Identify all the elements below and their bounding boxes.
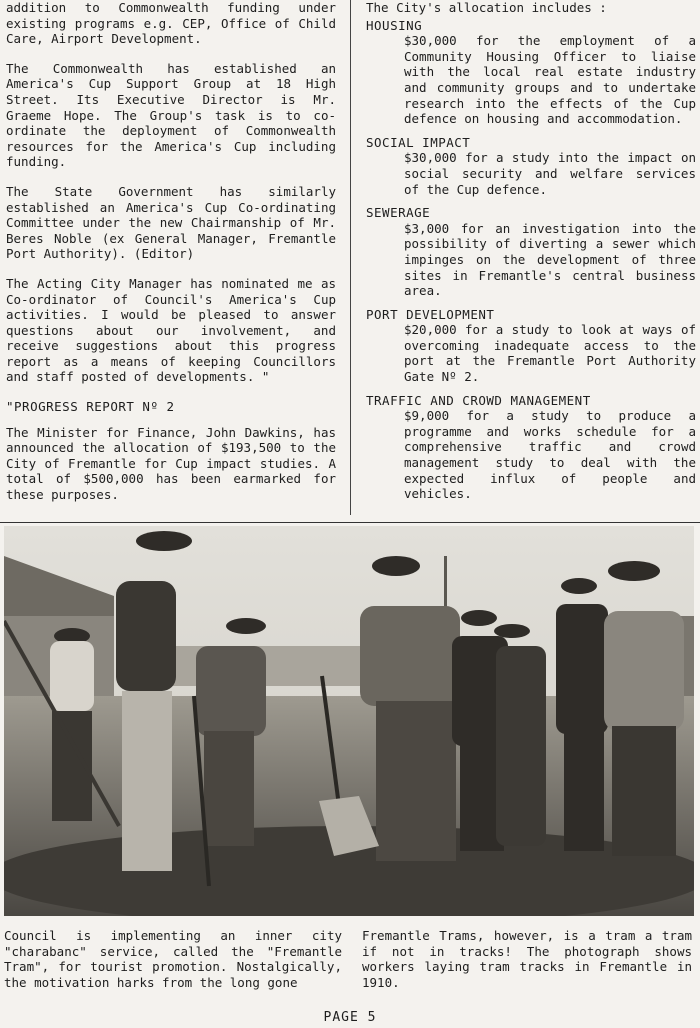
paragraph-minister: The Minister for Finance, John Dawkins, has announced the allocation of $193,500 to the City of Fremantle for Cup impact studies. A total of $500,000 has been earmarked for these purposes. xyxy=(6,424,336,503)
section-heading-port-development: PORT DEVELOPMENT xyxy=(366,306,495,322)
paragraph-city-manager: The Acting City Manager has nominated me as Co-ordinator of Council's America's Cup activities. I would be pleased to answer questions about our involvement, and receive suggestions about this progress report as a means of keeping Councillors and staff posted of developments. " xyxy=(6,275,336,385)
historic-photograph xyxy=(4,526,694,916)
section-text-traffic: $9,000 for a study to produce a programme and works schedule for a comprehensive traffic and crowd management study to deal with the expected influx of people and vehicles. xyxy=(404,408,696,502)
paragraph-commonwealth: The Commonwealth has established an America's Cup Support Group at 18 High Street. Its Executive Director is Mr. Graeme Hope. The Group's task is to co-ordinate the deployment of Commonwealth resources for the America's Cup including funding. xyxy=(6,60,336,170)
horizontal-rule xyxy=(0,522,700,523)
allocation-intro: The City's allocation includes : xyxy=(366,0,607,15)
photo-caption-right: Fremantle Trams, however, is a tram a tram if not in tracks! The photograph shows workers laying tram tracks in Fremantle in 1910. xyxy=(362,928,692,990)
paragraph-funding: addition to Commonwealth funding under existing programs e.g. CEP, Office of Child Care, Airport Development. xyxy=(6,0,336,47)
column-divider xyxy=(350,0,351,515)
section-heading-social-impact: SOCIAL IMPACT xyxy=(366,134,471,150)
right-column xyxy=(366,0,696,510)
section-text-social-impact: $30,000 for a study into the impact on social security and welfare services of the Cup defence. xyxy=(404,150,696,197)
photo-caption-left: Council is implementing an inner city "charabanc" service, called the "Fremantle Tram", for tourist promotion. Nostalgically, the motivation harks from the long gone xyxy=(4,928,342,990)
page-number: PAGE 5 xyxy=(323,1010,377,1025)
progress-report-heading: "PROGRESS REPORT Nº 2 xyxy=(6,399,175,415)
paragraph-state-government: The State Government has similarly established an America's Cup Co-ordinating Committee under the new Chairmanship of Mr. Beres Noble (ex General Manager, Fremantle Port Authority). (Editor) xyxy=(6,183,336,262)
section-text-sewerage: $3,000 for an investigation into the possibility of diverting a sewer which impinges on the development of three sites in Fremantle's central business area. xyxy=(404,220,696,299)
section-text-housing: $30,000 for the employment of a Community Housing Officer to liaise with the local real estate industry and community groups and to undertake research into the effects of the Cup defence on housing and accommodation. xyxy=(404,33,696,127)
section-heading-sewerage: SEWERAGE xyxy=(366,205,431,221)
left-column xyxy=(6,0,336,517)
section-heading-traffic: TRAFFIC AND CROWD MANAGEMENT xyxy=(366,392,591,408)
section-text-port-development: $20,000 for a study to look at ways of overcoming inadequate access to the port at the Fremantle Port Authority Gate Nº 2. xyxy=(404,322,696,385)
section-heading-housing: HOUSING xyxy=(366,17,423,33)
